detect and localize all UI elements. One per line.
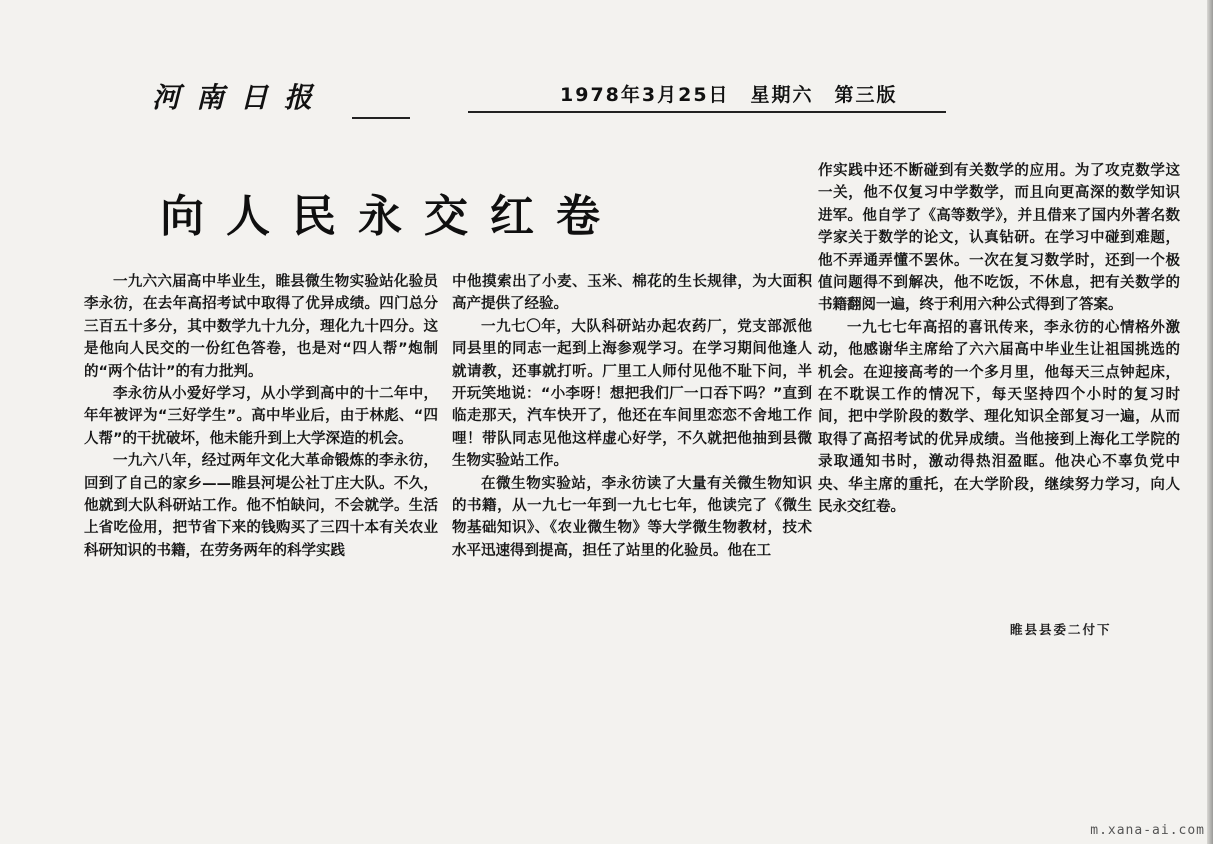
article-column-2 <box>452 271 812 562</box>
article-byline: 睢县县委二付下 <box>1010 622 1112 637</box>
dateline-underline <box>468 111 946 113</box>
dateline: 1978年3月25日 星期六 第三版 <box>560 84 898 106</box>
paragraph: 一九六六届高中毕业生，睢县微生物实验站化验员李永彷，在去年高招考试中取得了优异成绩。四门总分三百五十多分，其中数学九十九分，理化九十四分。这是他向人民交的一份红色答卷，也是对“四人帮”炮制的“两个估计”的有力批判。 <box>84 274 438 380</box>
paragraph: 一九七〇年，大队科研站办起农药厂，党支部派他同县里的同志一起到上海参观学习。在学习期间他逢人就请教，还事就打听。厂里工人师付见他不耻下问，半开玩笑地说：“小李呀！想把我们厂一口吞下吗？”直到临走那天，汽车快开了，他还在车间里恋恋不舍地工作哩！带队同志见他这样虚心好学，不久就把他抽到县微生物实验站工作。 <box>452 318 812 470</box>
article-column-3 <box>818 160 1180 519</box>
article-column-1 <box>84 271 438 562</box>
paragraph-continued: 作实践中还不断碰到有关数学的应用。为了攻克数学这一关，他不仅复习中学数学，而且向更高深的数学知识进军。他自学了《高等数学》，并且借来了国内外著名数学家关于数学的论文，认真钻研。在学习中碰到难题，他不弄通弄懂不罢休。一次在复习数学时，还到一个极值问题得不到解决，他不吃饭，不休息，把有关数学的书籍翻阅一遍，终于利用六种公式得到了答案。 <box>818 163 1180 314</box>
masthead-underline <box>352 117 410 119</box>
paragraph: 在微生物实验站，李永彷读了大量有关微生物知识的书籍，从一九七一年到一九七七年，他读完了《微生物基础知识》、《农业微生物》等大学微生物教材，技术水平迅速得到提高，担任了站里的化验员。他在工 <box>452 475 812 559</box>
paragraph: 一九七七年高招的喜讯传来，李永彷的心情格外激动，他感谢华主席给了六六届高中毕业生让祖国挑选的机会。在迎接高考的一个多月里，他每天三点钟起床，在不耽误工作的情况下，每天坚持四个小时的复习时间，把中学阶段的数学、理化知识全部复习一遍，从而取得了高招考试的优异成绩。当他接到上海化工学院的录取通知书时，激动得热泪盈眶。他决心不辜负党中央、华主席的重托，在大学阶段，继续努力学习，向人民永交红卷。 <box>818 319 1180 516</box>
article-headline: 向人民永交红卷 <box>160 191 622 242</box>
paragraph: 一九六八年，经过两年文化大革命锻炼的李永彷，回到了自己的家乡——睢县河堤公社丁庄大队。不久，他就到大队科研站工作。他不怕缺问，不会就学。生活上省吃俭用，把节省下来的钱购买了三四十本有关农业科研知识的书籍，在劳务两年的科学实践 <box>84 453 438 559</box>
newspaper-masthead: 河南日报 <box>152 81 329 114</box>
site-watermark: m.xana-ai.com <box>1090 823 1205 838</box>
paper-edge-shadow <box>1207 0 1213 844</box>
paragraph-continued: 中他摸索出了小麦、玉米、棉花的生长规律，为大面积高产提供了经验。 <box>452 274 812 313</box>
paragraph: 李永彷从小爱好学习，从小学到高中的十二年中，年年被评为“三好学生”。高中毕业后，由于林彪、“四人帮”的干扰破坏，他未能升到上大学深造的机会。 <box>84 386 438 447</box>
